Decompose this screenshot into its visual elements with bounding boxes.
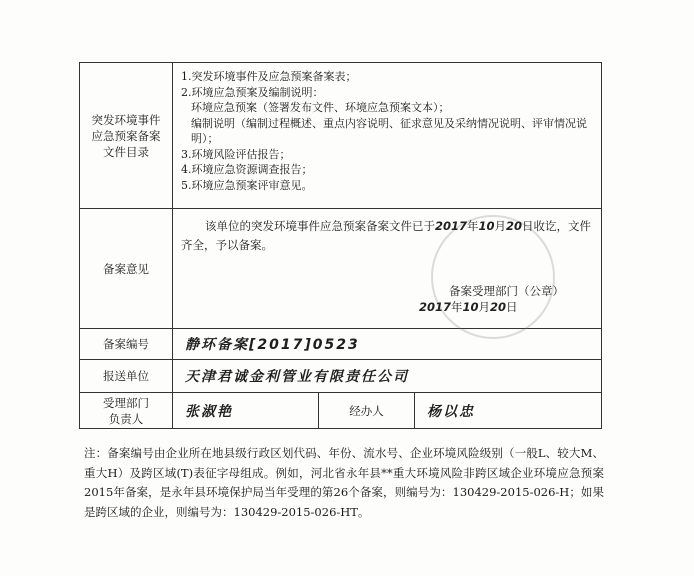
filing-form-table [79,62,602,429]
filing-number-value: 静环备案[2017]0523 [173,329,602,360]
catalog-item: 明）； [191,132,219,145]
handwritten-month: 10 [478,219,495,233]
catalog-item: 5.环境应急预案评审意见。 [181,178,313,192]
catalog-item: 编制说明（编制过程概述、重点内容说明、征求意见及采纳情况说明、评审情况说 [191,116,587,130]
unit-label-cell: 报送单位 [80,360,173,393]
number-label-cell: 备案编号 [80,329,173,360]
catalog-label-line: 突发环境事件 [91,112,161,127]
submitting-unit-value: 天津君诚金利管业有限责任公司 [173,360,602,393]
handwritten-year: 2017 [435,219,468,233]
catalog-label-cell [80,63,173,209]
catalog-item: 2.环境应急预案及编制说明： [181,85,324,99]
opinion-label-cell: 备案意见 [80,209,173,329]
opinion-text: 该单位的突发环境事件应急预案备案文件已于2017年10月20日收讫，文件齐全，予以备案。 [181,219,592,252]
catalog-item: 环境应急预案（签署发布文件、环境应急预案文本）； [191,101,450,114]
catalog-item: 4.环境应急资源调查报告； [181,163,313,176]
handler-label-cell: 经办人 [319,393,415,429]
catalog-label-line: 应急预案备案 [91,128,161,143]
catalog-label-line: 文件目录 [103,144,149,159]
footnote: 注：备案编号由企业所在地县级行政区划代码、年份、流水号、企业环境风险级别（一般L、较大M、重大H）及跨区域(T)表征字母组成。例如，河北省永年县**重大环境风险非跨区域企业环境应急预案2015年备案，是永年县环境保护局当年受理的第26个备案，则编号为：130429-2015-026-H；如果是跨区域的企业，则编号为：130429-2015-026-HT。 [84,446,604,519]
catalog-item: 1.突发环境事件及应急预案备案表； [181,70,357,83]
receiver-label-cell: 受理部门 负责人 [80,393,173,429]
opinion-cell [173,209,602,329]
filing-date: 2017年10月20日 [419,300,518,314]
handwritten-day: 20 [506,219,523,233]
handler-value: 杨以忠 [415,393,602,429]
filing-department: 备案受理部门（公章） [449,284,564,298]
catalog-item: 3.环境风险评估报告； [181,147,291,161]
receiver-value: 张淑艳 [173,393,319,429]
catalog-items-cell [173,63,602,209]
